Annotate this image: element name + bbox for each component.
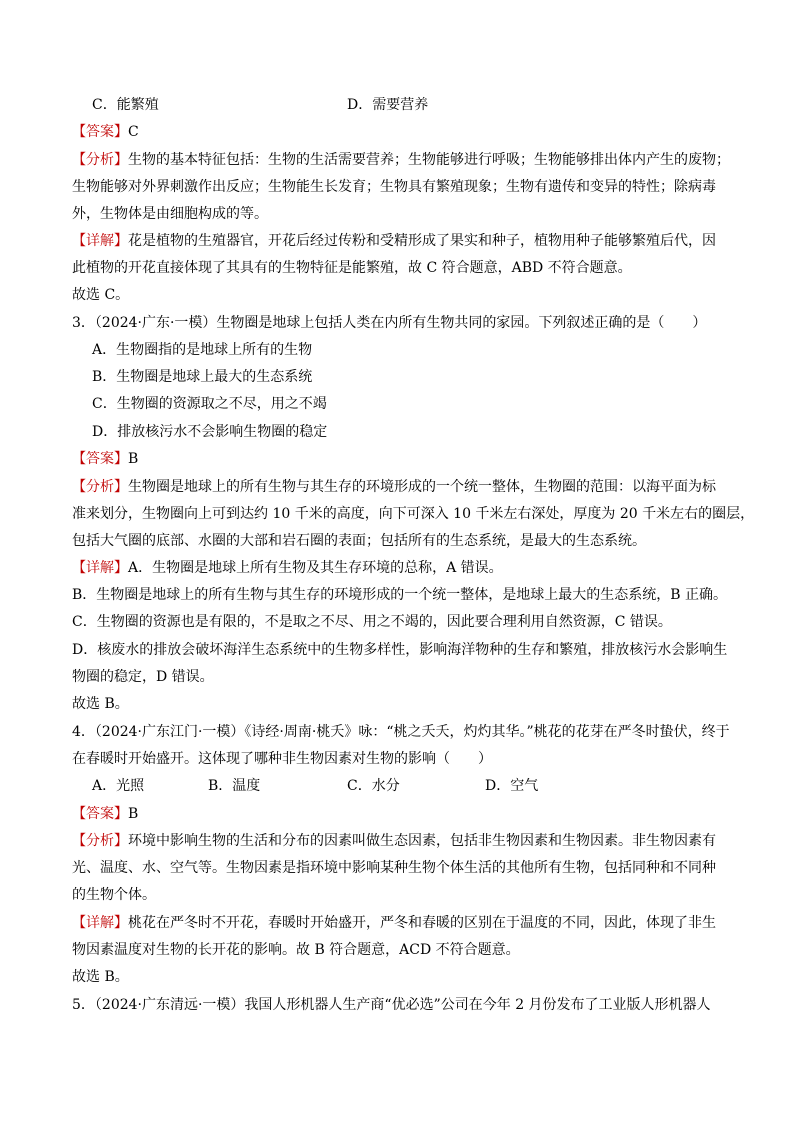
q2-option-c: C．能繁殖 xyxy=(92,97,159,113)
q4-detail-line-2: 物因素温度对生物的长开花的影响。故 B 符合题意，ACD 不符合题意。 xyxy=(72,942,520,958)
q4-stem-line-2: 在春暖时开始盛开。这体现了哪种非生物因素对生物的影响（ ） xyxy=(72,751,492,767)
analysis-tag: 【分析】 xyxy=(72,833,128,849)
q3-detail-line-4: D．核废水的排放会破坏海洋生态系统中的生物多样性，影响海洋物种的生存和繁殖，排放核污水会影响生 xyxy=(72,642,728,658)
q4-option-b: B．温度 xyxy=(208,778,261,794)
detail-text: 桃花在严冬时不开花，春暖时开始盛开，严冬和春暖的区别在于温度的不同，因此，体现了非生 xyxy=(128,915,716,931)
answer-tag: 【答案】 xyxy=(72,451,128,467)
q3-detail-line-1 xyxy=(72,558,503,578)
answer-value: B xyxy=(128,806,139,822)
q2-answer xyxy=(72,122,139,142)
q5-stem: 5．（2024·广东清远·一模）我国人形机器人生产商“优必选”公司在今年 2 月份发布了工业版人形机器人 xyxy=(72,997,711,1013)
detail-tag: 【详解】 xyxy=(72,560,128,576)
q4-analysis-line-3: 的生物个体。 xyxy=(72,887,156,903)
q3-conclusion: 故选 B。 xyxy=(72,696,129,712)
q4-analysis-line-2: 光、温度、水、空气等。生物因素是指环境中影响某种生物个体生活的其他所有生物，包括同种和不同种 xyxy=(72,860,716,876)
q3-option-a: A．生物圈指的是地球上所有的生物 xyxy=(92,342,313,358)
q3-analysis-line-2: 准来划分，生物圈向上可到达约 10 千米的高度，向下可深入 10 千米左右深处，厚度为 20 千米左右的圈层， xyxy=(72,506,755,522)
q2-detail-line-2: 此植物的开花直接体现了其具有的生物特征是能繁殖，故 C 符合题意，ABD 不符合题意。 xyxy=(72,260,632,276)
analysis-text: 生物的基本特征包括：生物的生活需要营养；生物能够进行呼吸；生物能够排出体内产生的废物； xyxy=(128,152,730,168)
q4-option-c: C．水分 xyxy=(347,778,400,794)
detail-tag: 【详解】 xyxy=(72,233,128,249)
detail-tag: 【详解】 xyxy=(72,915,128,931)
analysis-text: 生物圈是地球上的所有生物与其生存的环境形成的一个统一整体，生物圈的范围：以海平面为标 xyxy=(128,479,716,495)
q4-detail-line-1 xyxy=(72,913,716,933)
q2-option-d: D．需要营养 xyxy=(347,97,429,113)
q2-analysis-line-3: 外，生物体是由细胞构成的等。 xyxy=(72,206,268,222)
q3-detail-line-5: 物圈的稳定，D 错误。 xyxy=(72,669,214,685)
q2-analysis-line-1 xyxy=(72,150,730,170)
q3-analysis-line-1 xyxy=(72,477,716,497)
q2-analysis-line-2: 生物能够对外界刺激作出反应；生物能生长发育；生物具有繁殖现象；生物有遗传和变异的特性；除病毒 xyxy=(72,179,716,195)
answer-value: C xyxy=(128,124,139,140)
q4-analysis-line-1 xyxy=(72,831,716,851)
q3-stem: 3．（2024·广东·一模）生物圈是地球上包括人类在内所有生物共同的家园。下列叙述正确的是（ ） xyxy=(72,315,707,331)
q3-detail-line-3: C．生物圈的资源也是有限的，不是取之不尽、用之不竭的，因此要合理利用自然资源，C 错误。 xyxy=(72,614,672,630)
q4-option-a: A．光照 xyxy=(92,778,145,794)
answer-tag: 【答案】 xyxy=(72,806,128,822)
q3-option-b: B．生物圈是地球上最大的生态系统 xyxy=(92,369,313,385)
q4-conclusion: 故选 B。 xyxy=(72,969,129,985)
detail-text: A．生物圈是地球上所有生物及其生存环境的总称，A 错误。 xyxy=(128,560,503,576)
q2-conclusion: 故选 C。 xyxy=(72,287,130,303)
answer-tag: 【答案】 xyxy=(72,124,128,140)
q3-option-c: C．生物圈的资源取之不尽，用之不竭 xyxy=(92,396,327,412)
q2-detail-line-1 xyxy=(72,231,716,251)
analysis-tag: 【分析】 xyxy=(72,479,128,495)
analysis-text: 环境中影响生物的生活和分布的因素叫做生态因素，包括非生物因素和生物因素。非生物因素有 xyxy=(128,833,716,849)
analysis-tag: 【分析】 xyxy=(72,152,128,168)
answer-value: B xyxy=(128,451,139,467)
q4-option-d: D．空气 xyxy=(485,778,539,794)
q4-stem-line-1: 4．（2024·广东江门·一模）《诗经·周南·桃夭》咏：“桃之夭夭，灼灼其华。”桃花的花芽在严冬时蛰伏，终于 xyxy=(72,724,730,740)
q3-detail-line-2: B．生物圈是地球上的所有生物与其生存的环境形成的一个统一整体，是地球上最大的生态系统，B 正确。 xyxy=(72,587,728,603)
detail-text: 花是植物的生殖器官，开花后经过传粉和受精形成了果实和种子，植物用种子能够繁殖后代，因 xyxy=(128,233,716,249)
q3-option-d: D．排放核污水不会影响生物圈的稳定 xyxy=(92,424,328,440)
q3-analysis-line-3: 包括大气圈的底部、水圈的大部和岩石圈的表面；包括所有的生态系统，是最大的生态系统。 xyxy=(72,533,646,549)
q3-answer xyxy=(72,449,138,469)
q4-answer xyxy=(72,804,138,824)
